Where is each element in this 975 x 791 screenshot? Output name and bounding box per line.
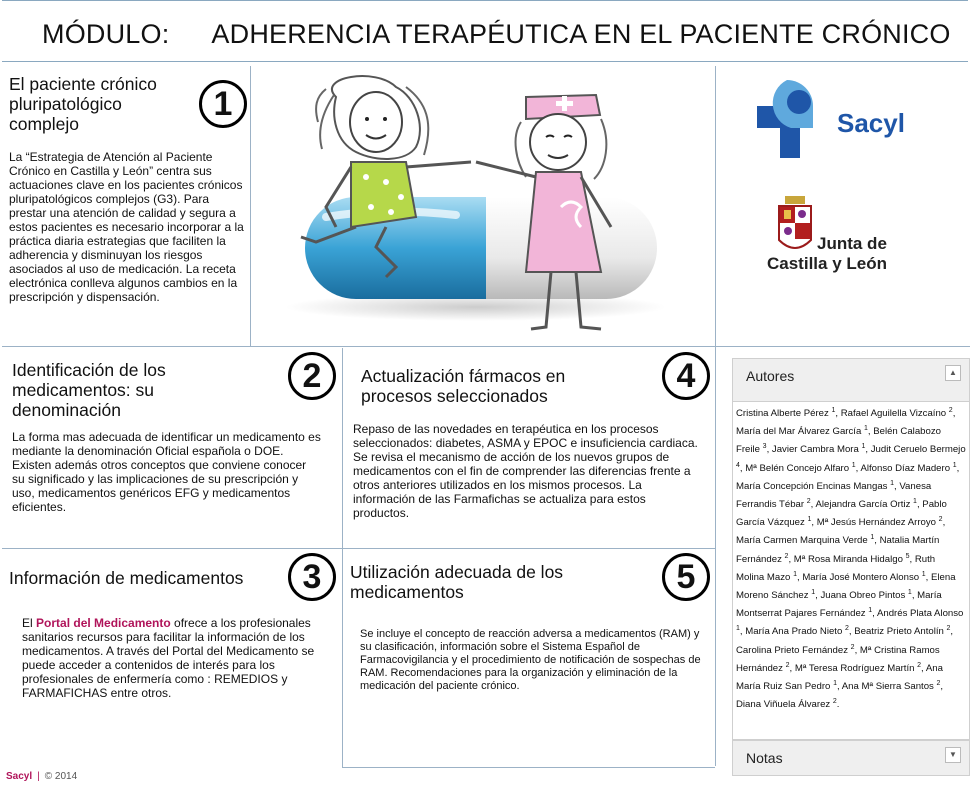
author-name: Alejandra García Ortiz $^1$, xyxy=(815,497,923,511)
section-title: Información de medicamentos xyxy=(9,568,244,588)
coat-of-arms-icon xyxy=(777,196,813,256)
author-name: María del Mar Álvarez García $^1$, xyxy=(736,425,874,438)
author-name: Beatriz Prieto Antolín $^2$, xyxy=(854,625,954,638)
author-name: Mª Jesús Hernández Arroyo $^2$, xyxy=(816,516,946,529)
sacyl-wordmark: Sacyl xyxy=(837,108,905,138)
number-badge: 1 xyxy=(199,80,247,128)
author-name: Mª Belén Concejo Alfaro $^1$, xyxy=(745,461,861,474)
author-name: Vanesa Ferrandis Tébar $^2$, xyxy=(736,480,932,511)
author-name: Carolina Prieto Fernández $^2$, xyxy=(736,643,860,656)
section-text: Se incluye el concepto de reacción adversa a medicamentos (RAM) y su clasificación, información sobre el Sistema Español de Farmacovigilancia y el procedimiento de notificación de sospechas de RAM. Recomendaciones para la organización y eliminación de la medicación del paciente crónico. xyxy=(360,628,701,692)
authors-list xyxy=(732,402,970,740)
section-title: El paciente crónico pluripatológico complejo xyxy=(9,74,157,134)
page-title: MÓDULO: ADHERENCIA TERAPÉUTICA EN EL PACIENTE CRÓNICO xyxy=(42,19,951,49)
author-name: Diana Viñuela Álvarez $^2$. xyxy=(736,698,840,711)
author-name: María José Montero Alonso $^1$, xyxy=(802,570,932,583)
author-name: Ana Mª Sierra Santos $^2$, xyxy=(841,679,944,693)
author-name: Judit Ceruelo Bermejo $^4$, xyxy=(736,444,966,474)
author-name: María Montserrat Pajares Fernández $^1$, xyxy=(736,590,942,620)
author-name: Ana María Ruiz San Pedro $^1$, xyxy=(736,662,943,693)
nurse-patient-pill-illustration xyxy=(256,67,712,345)
junta-name-line1: Junta de xyxy=(817,234,887,253)
notes-label: Notas xyxy=(746,750,783,766)
author-name: Juana Obreo Pintos $^1$, xyxy=(820,588,918,602)
footer: Sacyl | © 2014 xyxy=(6,771,78,782)
author-name: Mª Teresa Rodríguez Martín $^2$, xyxy=(794,661,926,674)
footer-brand: Sacyl xyxy=(6,771,33,782)
divider xyxy=(342,767,715,768)
author-name: Andrés Plata Alonso $^1$, xyxy=(736,608,964,638)
author-name: Pablo García Vázquez $^1$, xyxy=(736,499,947,529)
copyright: © 2014 xyxy=(44,771,78,782)
divider xyxy=(715,346,970,347)
module-header xyxy=(2,0,968,62)
author-name: Javier Cambra Mora $^1$, xyxy=(771,443,871,456)
section-text: La “Estrategia de Atención al Paciente Crónico en Castilla y León” centra sus actuaciones clave en los pacientes crónicos pluripatológicos complejos (G3). Para prestar una atención de calidad y segura a estos pacientes es necesario incorporar a la práctica diaria estrategias que faciliten la adherencia y disminuyan los riesgos asociados al uso de medicación. La receta electrónica conlleva algunos cambios en la prescripción y dispensación. xyxy=(9,150,244,304)
author-name: Cristina Alberte Pérez $^1$, xyxy=(736,406,841,419)
divider xyxy=(342,348,343,768)
divider xyxy=(250,66,251,346)
number-badge: 2 xyxy=(288,352,336,400)
section-text: La forma mas adecuada de identificar un medicamento es mediante la denominación Oficial española o DOE. Existen además otros conceptos que conviene conocer su significado y las implicaciones de su prescripción y uso, medicamentos genéricos EFG y medicamentos eficientes. xyxy=(12,430,321,514)
author-name: María Ana Prado Nieto $^2$, xyxy=(745,625,855,638)
author-name: Ruth Molina Mazo $^1$, xyxy=(736,553,936,583)
author-name: Mª Cristina Ramos Hernández $^2$, xyxy=(736,644,940,674)
author-name: Alfonso Díaz Madero $^1$, xyxy=(860,461,960,474)
junta-logo xyxy=(765,196,915,276)
section-text: Repaso de las novedades en terapéutica en los procesos seleccionados: diabetes, ASMA y EPOC e insuficiencia cardiaca. Se revisa el mecanismo de acción de los nuevos grupos de medicamentos con el fin de comprender las diferencias frente a otros anteriores utilizados en los mismos procesos. La información de las Farmafichas se actualiza para estos productos. xyxy=(353,422,698,520)
section-title: Actualización fármacos en procesos seleccionados xyxy=(361,366,566,406)
section-title: Identificación de los medicamentos: su denominación xyxy=(12,360,166,420)
author-name: María Carmen Marquina Verde $^1$, xyxy=(736,534,880,547)
sacyl-logo xyxy=(757,80,917,158)
author-name: Natalia Martín Fernández $^2$, xyxy=(736,535,940,565)
divider xyxy=(2,346,715,347)
portal-medicamento-link[interactable]: Portal del Medicamento xyxy=(36,616,171,630)
collapse-arrow-icon[interactable]: ▲ xyxy=(945,365,961,381)
divider xyxy=(2,548,715,549)
number-badge: 5 xyxy=(662,553,710,601)
author-name: Belén Calabozo Freile $^3$, xyxy=(736,426,941,456)
junta-name-line2: Castilla y León xyxy=(767,254,887,273)
authors-label: Autores xyxy=(746,368,795,384)
author-name: Elena Moreno Sánchez $^1$, xyxy=(736,571,956,602)
author-name: Rafael Aguilella Vizcaíno $^2$, xyxy=(840,406,956,419)
notes-panel-header[interactable] xyxy=(732,740,970,776)
expand-arrow-icon[interactable]: ▼ xyxy=(945,747,961,763)
author-name: María Concepción Encinas Mangas $^1$, xyxy=(736,479,900,492)
divider xyxy=(715,66,716,766)
cross-logo-icon xyxy=(757,80,827,158)
number-badge: 3 xyxy=(288,553,336,601)
number-badge: 4 xyxy=(662,352,710,400)
author-name: Mª Rosa Miranda Hidalgo $^5$, xyxy=(793,552,915,565)
section-text: El Portal del Medicamento ofrece a los profesionales sanitarios recursos para facilitar la información de los medicamentos. A través del Portal del Medicamento se puede acceder a contenidos de interés para los profesionales de enfermería como : REMEDIOS y FARMAFICHAS entre otros. xyxy=(22,616,315,700)
section-title: Utilización adecuada de los medicamentos xyxy=(350,562,564,602)
authors-panel-header[interactable] xyxy=(732,358,970,402)
